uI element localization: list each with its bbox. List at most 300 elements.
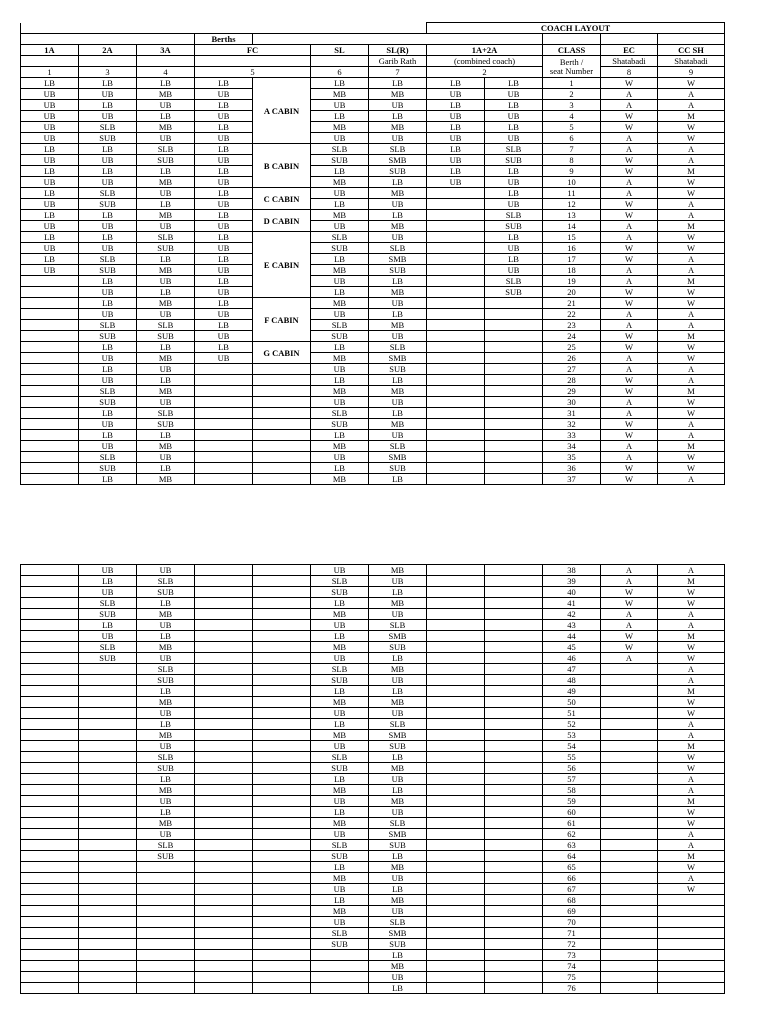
empty-cell (253, 587, 311, 598)
berth-slr: UB (369, 133, 427, 144)
ec-seat-type: A (601, 364, 658, 375)
berth-sl: SUB (311, 243, 369, 254)
table-row (21, 807, 725, 818)
cc-seat-type (658, 906, 725, 917)
berth-2a: LB (79, 210, 137, 221)
berth-slr: LB (369, 785, 427, 796)
seat-number: 68 (543, 895, 601, 906)
berth-3a: UB (137, 452, 195, 463)
table-row (21, 287, 725, 298)
cc-seat-type (658, 961, 725, 972)
berth-2a: LB (79, 620, 137, 631)
berth-1a2a-a (427, 774, 485, 785)
cc-seat-type: M (658, 441, 725, 452)
cc-seat-type: A (658, 730, 725, 741)
berth-1a: UB (21, 89, 79, 100)
berth-3a: SUB (137, 243, 195, 254)
berth-1a (21, 375, 79, 386)
ec-seat-type: A (601, 397, 658, 408)
table-row (21, 408, 725, 419)
berth-fc (195, 587, 253, 598)
berth-slr: UB (369, 397, 427, 408)
ec-seat-type (601, 851, 658, 862)
seat-number: 49 (543, 686, 601, 697)
berth-1a2a-a (427, 730, 485, 741)
berth-1a (21, 895, 79, 906)
cc-seat-type: W (658, 642, 725, 653)
ec-seat-type: A (601, 576, 658, 587)
seat-number: 12 (543, 199, 601, 210)
berth-1a2a-b (485, 829, 543, 840)
table-row (21, 862, 725, 873)
berth-slr: SLB (369, 818, 427, 829)
berth-1a (21, 939, 79, 950)
seat-number: 22 (543, 309, 601, 320)
table-row (21, 796, 725, 807)
berth-1a (21, 774, 79, 785)
berth-1a (21, 873, 79, 884)
berth-2a (79, 928, 137, 939)
empty-cell (311, 56, 369, 67)
berth-3a: SLB (137, 576, 195, 587)
berth-slr: UB (369, 430, 427, 441)
berth-1a2a-b (485, 576, 543, 587)
berth-1a2a-a (427, 928, 485, 939)
berth-fc: UB (195, 111, 253, 122)
seat-number: 13 (543, 210, 601, 221)
berth-1a: LB (21, 210, 79, 221)
berth-fc: LB (195, 298, 253, 309)
berth-3a: SLB (137, 752, 195, 763)
cc-seat-type: W (658, 122, 725, 133)
berth-fc (195, 730, 253, 741)
berth-slr: LB (369, 177, 427, 188)
cc-seat-type: A (658, 829, 725, 840)
berth-slr: MB (369, 664, 427, 675)
berth-fc (195, 928, 253, 939)
berth-1a (21, 961, 79, 972)
berth-3a: UB (137, 100, 195, 111)
berth-1a2a-b (485, 309, 543, 320)
berth-1a (21, 763, 79, 774)
berth-fc (195, 598, 253, 609)
seat-number: 5 (543, 122, 601, 133)
ec-seat-type: A (601, 276, 658, 287)
table-row (21, 364, 725, 375)
berth-fc (195, 829, 253, 840)
table-row (21, 708, 725, 719)
berth-1a (21, 609, 79, 620)
cc-seat-type: W (658, 177, 725, 188)
empty-cell (253, 34, 543, 45)
berth-2a: UB (79, 565, 137, 576)
header-row (21, 45, 725, 56)
berth-slr: SMB (369, 353, 427, 364)
berth-2a: UB (79, 441, 137, 452)
empty-cell (21, 56, 79, 67)
berth-2a (79, 884, 137, 895)
berth-3a (137, 862, 195, 873)
berth-1a2a-a: LB (427, 144, 485, 155)
cc-seat-type: M (658, 741, 725, 752)
berth-1a2a-b: SUB (485, 221, 543, 232)
berth-slr: LB (369, 111, 427, 122)
berth-1a (21, 452, 79, 463)
berth-2a: SLB (79, 320, 137, 331)
seat-number: 66 (543, 873, 601, 884)
table-row (21, 840, 725, 851)
table-row (21, 642, 725, 653)
berth-fc (195, 664, 253, 675)
berth-1a2a-a (427, 851, 485, 862)
berth-fc (195, 474, 253, 485)
berth-slr: MB (369, 796, 427, 807)
subheader-class (543, 56, 601, 78)
berth-sl: UB (311, 829, 369, 840)
cc-seat-type: A (658, 375, 725, 386)
seat-number: 53 (543, 730, 601, 741)
berth-sl: MB (311, 609, 369, 620)
berth-1a (21, 708, 79, 719)
berth-1a2a-b (485, 928, 543, 939)
berth-sl: UB (311, 884, 369, 895)
empty-cell (253, 862, 311, 873)
berth-3a: SUB (137, 851, 195, 862)
cc-seat-type: A (658, 785, 725, 796)
berth-3a: UB (137, 796, 195, 807)
berth-2a: UB (79, 631, 137, 642)
ec-seat-type: A (601, 620, 658, 631)
berth-fc (195, 785, 253, 796)
col-number: 5 (195, 67, 311, 78)
subheader-row (21, 56, 725, 67)
berth-1a2a-b: UB (485, 133, 543, 144)
berth-3a: MB (137, 386, 195, 397)
berth-3a: SLB (137, 320, 195, 331)
berth-1a2a-b: UB (485, 177, 543, 188)
berth-1a2a-a: UB (427, 111, 485, 122)
cabin-label: B CABIN (253, 144, 311, 188)
table-row (21, 620, 725, 631)
cc-seat-type: W (658, 587, 725, 598)
seat-number: 26 (543, 353, 601, 364)
berth-2a: LB (79, 474, 137, 485)
berth-3a: LB (137, 774, 195, 785)
berth-sl: MB (311, 785, 369, 796)
berth-1a2a-a (427, 587, 485, 598)
table-row (21, 906, 725, 917)
berth-fc: UB (195, 89, 253, 100)
berth-sl: UB (311, 397, 369, 408)
berth-3a: UB (137, 653, 195, 664)
berth-fc (195, 631, 253, 642)
berth-slr: LB (369, 474, 427, 485)
seat-number: 54 (543, 741, 601, 752)
ec-seat-type (601, 763, 658, 774)
berth-1a2a-a (427, 408, 485, 419)
berth-1a2a-a (427, 265, 485, 276)
ec-seat-type: A (601, 221, 658, 232)
table-row (21, 463, 725, 474)
berth-1a2a-a (427, 342, 485, 353)
berth-fc: LB (195, 232, 253, 243)
empty-cell (253, 884, 311, 895)
subheader-combined: (combined coach) (427, 56, 543, 67)
ec-seat-type (601, 928, 658, 939)
berth-2a: LB (79, 276, 137, 287)
cc-seat-type: A (658, 675, 725, 686)
ec-seat-type (601, 906, 658, 917)
berth-fc: LB (195, 122, 253, 133)
berth-fc (195, 441, 253, 452)
berth-1a: UB (21, 111, 79, 122)
berth-1a2a-a (427, 741, 485, 752)
berth-1a (21, 463, 79, 474)
subheader-cc: Shatabadi (658, 56, 725, 67)
berth-1a2a-b (485, 419, 543, 430)
berth-sl: LB (311, 254, 369, 265)
ec-seat-type: W (601, 166, 658, 177)
empty-cell (253, 972, 311, 983)
berth-1a2a-b: UB (485, 243, 543, 254)
berth-1a (21, 950, 79, 961)
berth-3a: UB (137, 565, 195, 576)
table-row (21, 320, 725, 331)
ec-seat-type (601, 785, 658, 796)
berth-2a (79, 741, 137, 752)
berth-1a2a-b (485, 430, 543, 441)
cc-seat-type: W (658, 78, 725, 89)
cc-seat-type: M (658, 221, 725, 232)
cc-seat-type (658, 928, 725, 939)
table-row (21, 818, 725, 829)
berth-fc (195, 906, 253, 917)
berth-2a (79, 851, 137, 862)
berth-slr: UB (369, 609, 427, 620)
empty-cell (253, 642, 311, 653)
berth-slr: UB (369, 199, 427, 210)
ec-seat-type: A (601, 144, 658, 155)
cc-seat-type: W (658, 287, 725, 298)
berth-1a2a-a (427, 917, 485, 928)
berth-3a: LB (137, 598, 195, 609)
berth-1a (21, 840, 79, 851)
table-row (21, 221, 725, 232)
seat-number: 60 (543, 807, 601, 818)
berth-1a2a-b: LB (485, 166, 543, 177)
berth-1a: LB (21, 188, 79, 199)
seat-number: 36 (543, 463, 601, 474)
empty-cell (253, 598, 311, 609)
ec-seat-type: W (601, 111, 658, 122)
berth-slr: SMB (369, 730, 427, 741)
berth-3a (137, 983, 195, 994)
berth-sl: UB (311, 452, 369, 463)
berth-1a2a-a (427, 862, 485, 873)
berth-slr: SUB (369, 741, 427, 752)
berth-1a (21, 862, 79, 873)
berth-1a2a-a (427, 763, 485, 774)
berth-slr: UB (369, 232, 427, 243)
berths-row (21, 34, 725, 45)
berth-1a2a-a (427, 188, 485, 199)
berth-2a (79, 939, 137, 950)
berth-slr: UB (369, 100, 427, 111)
ec-seat-type: W (601, 419, 658, 430)
berth-1a2a-b (485, 730, 543, 741)
berth-1a (21, 419, 79, 430)
berth-fc (195, 576, 253, 587)
ec-seat-type (601, 917, 658, 928)
table-row (21, 884, 725, 895)
berth-1a2a-a: LB (427, 100, 485, 111)
seat-number: 25 (543, 342, 601, 353)
berth-3a: SLB (137, 144, 195, 155)
seat-number: 23 (543, 320, 601, 331)
table-row (21, 730, 725, 741)
col-number: 1 (21, 67, 79, 78)
table-row (21, 928, 725, 939)
ec-seat-type: A (601, 100, 658, 111)
seat-number: 37 (543, 474, 601, 485)
berth-1a2a-a (427, 697, 485, 708)
berth-3a: MB (137, 785, 195, 796)
ec-seat-type: W (601, 287, 658, 298)
cc-seat-type: W (658, 232, 725, 243)
ec-seat-type (601, 840, 658, 851)
berth-2a: SLB (79, 642, 137, 653)
class-sub-line1: Berth / (559, 56, 584, 67)
cc-seat-type: A (658, 474, 725, 485)
berth-2a: UB (79, 287, 137, 298)
berth-sl: MB (311, 386, 369, 397)
berth-1a (21, 653, 79, 664)
berth-2a (79, 895, 137, 906)
ec-seat-type: W (601, 331, 658, 342)
ec-seat-type (601, 884, 658, 895)
table-row (21, 177, 725, 188)
cc-seat-type: A (658, 309, 725, 320)
berth-fc (195, 609, 253, 620)
berth-3a: MB (137, 818, 195, 829)
berth-1a2a-b (485, 408, 543, 419)
berth-3a (137, 939, 195, 950)
berth-3a: SLB (137, 232, 195, 243)
cc-seat-type: W (658, 408, 725, 419)
ec-seat-type: A (601, 320, 658, 331)
berth-fc (195, 752, 253, 763)
empty-cell (253, 664, 311, 675)
berth-1a2a-a (427, 708, 485, 719)
berth-sl: MB (311, 177, 369, 188)
berth-2a: UB (79, 419, 137, 430)
berth-3a: UB (137, 829, 195, 840)
berth-1a2a-a (427, 576, 485, 587)
cc-seat-type: A (658, 89, 725, 100)
berth-sl: SLB (311, 232, 369, 243)
berth-2a (79, 840, 137, 851)
table-row (21, 144, 725, 155)
berth-slr: SMB (369, 155, 427, 166)
berth-fc: UB (195, 243, 253, 254)
berth-1a2a-b (485, 675, 543, 686)
berth-3a (137, 884, 195, 895)
berth-sl: UB (311, 133, 369, 144)
berth-fc (195, 653, 253, 664)
empty-cell (253, 829, 311, 840)
berth-fc: UB (195, 155, 253, 166)
berth-slr: SMB (369, 928, 427, 939)
seat-number: 52 (543, 719, 601, 730)
berth-1a2a-a (427, 818, 485, 829)
berth-3a: LB (137, 631, 195, 642)
table-row (21, 386, 725, 397)
berth-2a: LB (79, 298, 137, 309)
cc-seat-type: M (658, 851, 725, 862)
berth-1a (21, 675, 79, 686)
berth-3a: UB (137, 397, 195, 408)
ec-seat-type: A (601, 609, 658, 620)
empty-cell (253, 961, 311, 972)
table-row (21, 895, 725, 906)
berth-1a2a-a (427, 664, 485, 675)
berth-fc (195, 386, 253, 397)
berth-1a (21, 298, 79, 309)
berth-1a (21, 785, 79, 796)
ec-seat-type (601, 972, 658, 983)
berth-fc (195, 397, 253, 408)
berth-2a (79, 862, 137, 873)
berth-sl: UB (311, 917, 369, 928)
seat-number: 59 (543, 796, 601, 807)
ec-seat-type (601, 796, 658, 807)
berth-fc (195, 950, 253, 961)
seat-number: 19 (543, 276, 601, 287)
ec-seat-type: W (601, 78, 658, 89)
berth-1a (21, 441, 79, 452)
berth-3a: LB (137, 430, 195, 441)
table-row (21, 697, 725, 708)
table-row (21, 873, 725, 884)
empty-cell (253, 697, 311, 708)
table-row (21, 961, 725, 972)
berth-fc (195, 708, 253, 719)
berth-3a: UB (137, 309, 195, 320)
berth-3a: LB (137, 199, 195, 210)
berth-slr: UB (369, 331, 427, 342)
cc-seat-type: W (658, 708, 725, 719)
berth-sl: MB (311, 818, 369, 829)
berth-1a2a-b (485, 642, 543, 653)
berth-3a: SUB (137, 331, 195, 342)
berth-slr: SLB (369, 719, 427, 730)
cabin-label: G CABIN (253, 342, 311, 364)
berth-1a2a-a (427, 364, 485, 375)
berth-sl: UB (311, 100, 369, 111)
ec-seat-type (601, 983, 658, 994)
ec-seat-type (601, 950, 658, 961)
ec-seat-type (601, 895, 658, 906)
cc-seat-type: W (658, 397, 725, 408)
berth-1a2a-b: UB (485, 199, 543, 210)
berth-2a: SLB (79, 386, 137, 397)
empty-cell (253, 796, 311, 807)
berth-2a (79, 961, 137, 972)
col-number: 3 (79, 67, 137, 78)
berth-fc (195, 686, 253, 697)
empty-cell (253, 873, 311, 884)
ec-seat-type: W (601, 642, 658, 653)
